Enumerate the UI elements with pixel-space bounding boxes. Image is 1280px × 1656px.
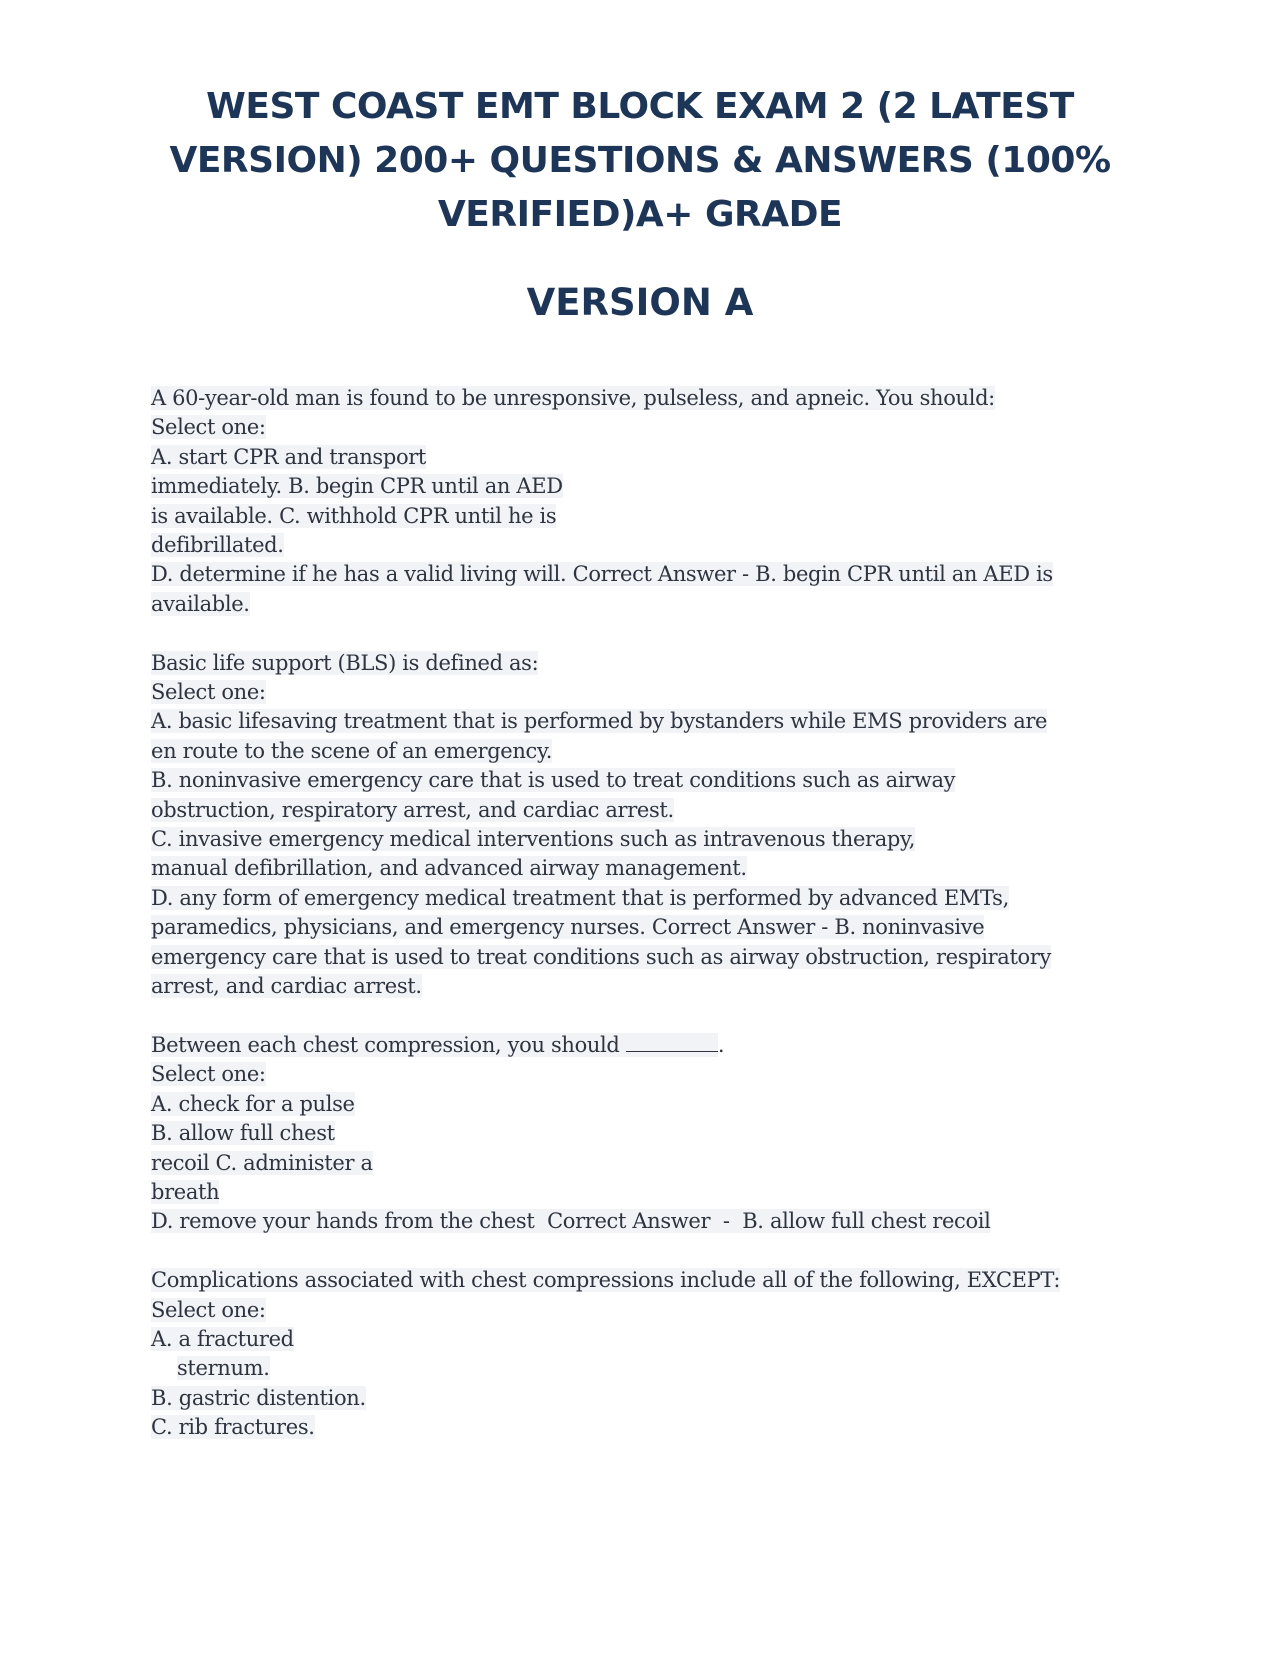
answer-option: is available. C. withhold CPR until he is [151, 503, 557, 528]
question-block-1 [151, 384, 1151, 619]
select-one-label: Select one: [151, 680, 266, 705]
answer-option: C. rib fractures. [151, 1415, 315, 1440]
version-heading: VERSION A [526, 281, 754, 324]
answer-option: breath [151, 1179, 220, 1204]
answer-option: A. start CPR and transport [151, 444, 427, 469]
question-block-3 [151, 1031, 1151, 1237]
question-stem [151, 1033, 718, 1057]
answer-option: A. a fractured [151, 1326, 294, 1351]
answer-option-with-correct-answer: D. remove your hands from the chest Correct Answer - B. allow full chest recoil [151, 1209, 991, 1234]
answer-option: D. any form of emergency medical treatment that is performed by advanced EMTs, [151, 885, 1009, 910]
question-stem: Basic life support (BLS) is defined as: [151, 650, 539, 675]
answer-option: recoil C. administer a [151, 1150, 373, 1175]
fill-in-blank [626, 1033, 718, 1052]
question-block-2 [151, 649, 1151, 1002]
answer-option: B. gastric distention. [151, 1385, 366, 1410]
select-one-label: Select one: [151, 1062, 266, 1087]
title-line: VERSION) 200+ QUESTIONS & ANSWERS (100% [169, 140, 1111, 181]
question-stem: Complications associated with chest compressions include all of the following, EXCEPT: [151, 1268, 1061, 1293]
document-title [150, 80, 1130, 242]
answer-option: B. allow full chest [151, 1121, 335, 1146]
question-stem-end: . [717, 1032, 725, 1057]
answer-option-with-correct-answer: D. determine if he has a valid living will. Correct Answer - B. begin CPR until an AED is [151, 562, 1053, 587]
correct-answer-text: emergency care that is used to treat conditions such as airway obstruction, respiratory [151, 944, 1052, 969]
answer-option: B. noninvasive emergency care that is used to treat conditions such as airway [151, 768, 956, 793]
answer-option: obstruction, respiratory arrest, and cardiac arrest. [151, 797, 674, 822]
answer-option: C. invasive emergency medical interventions such as intravenous therapy, [151, 827, 916, 852]
question-block-4 [151, 1266, 1151, 1442]
answer-option: defibrillated. [151, 533, 284, 558]
correct-answer-text: arrest, and cardiac arrest. [151, 974, 422, 999]
answer-option: A. basic lifesaving treatment that is performed by bystanders while EMS providers are [151, 709, 1048, 734]
answer-option: manual defibrillation, and advanced airway management. [151, 856, 747, 881]
answer-option-with-correct-answer: paramedics, physicians, and emergency nurses. Correct Answer - B. noninvasive [151, 915, 985, 940]
answer-option: sternum. [177, 1356, 270, 1381]
question-stem-text: Between each chest compression, you should [151, 1032, 626, 1057]
answer-option: en route to the scene of an emergency. [151, 738, 553, 763]
select-one-label: Select one: [151, 1297, 266, 1322]
correct-answer-text: available. [151, 591, 250, 616]
questions-body [151, 384, 1151, 1472]
select-one-label: Select one: [151, 415, 266, 440]
title-line: WEST COAST EMT BLOCK EXAM 2 (2 LATEST [206, 86, 1074, 127]
answer-option: immediately. B. begin CPR until an AED [151, 474, 563, 499]
answer-option: A. check for a pulse [151, 1091, 355, 1116]
question-stem: A 60-year-old man is found to be unresponsive, pulseless, and apneic. You should: [151, 386, 995, 410]
title-line: VERIFIED)A+ GRADE [437, 194, 843, 235]
